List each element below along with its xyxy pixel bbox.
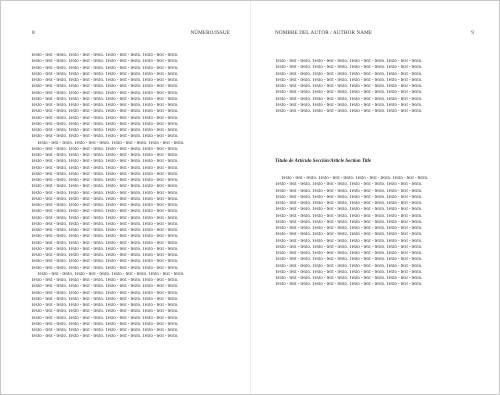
text-line: Texto - text - texto. Texto - text - texto. Texto - text - texto. Texto - text - texto. xyxy=(31,84,179,90)
page-number: 9 xyxy=(471,30,474,36)
text-line: Texto - text - texto. Texto - text - texto. Texto - text - texto. Texto - text - texto. xyxy=(31,303,179,308)
text-line: Texto - text - texto. Texto - text - texto. Texto - text - texto. Texto - text - texto. xyxy=(31,159,179,165)
text-line: Texto - text - texto. Texto - text - texto. Texto - text - texto. Texto - text - texto. xyxy=(275,109,423,114)
text-line: Texto - text - texto. Texto - text - texto. Texto - text - texto. Texto - text - texto. xyxy=(275,194,423,200)
text-line: Texto - text - texto. Texto - text - texto. Texto - text - texto. Texto - text - texto. xyxy=(31,309,179,315)
text-line: Texto - text - texto. Texto - text - texto. Texto - text - texto. Texto - text - texto. xyxy=(275,276,423,281)
text-line: Texto - text - texto. Texto - text - texto. Texto - text - texto. Texto - text - texto. xyxy=(275,90,423,96)
text-line: Texto - text - texto. Texto - text - texto. Texto - text - texto. Texto - text - texto. xyxy=(31,184,179,190)
text-line: Texto - text - texto. Texto - text - texto. Texto - text - texto. Texto - text - texto. xyxy=(275,84,423,89)
text-line: Texto - text - texto. Texto - text - texto. Texto - text - texto. Texto - text - texto. xyxy=(275,96,423,102)
text-line: Texto - text - texto. Texto - text - texto. Texto - text - texto. Texto - text - texto. xyxy=(275,213,423,219)
text-line: Texto - text - texto. Texto - text - texto. Texto - text - texto. Texto - text - texto. xyxy=(31,109,179,115)
text-line: Texto - text - texto. Texto - text - texto. Texto - text - texto. Texto - text - texto. xyxy=(31,115,179,121)
text-line: Texto - text - texto. Texto - text - texto. Texto - text - texto. Texto - text - texto. xyxy=(37,140,185,146)
text-line: Texto - text - texto. Texto - text - texto. Texto - text - texto. Texto - text - texto. xyxy=(275,232,423,238)
body-text xyxy=(275,59,483,115)
text-line: Texto - text - texto. Texto - text - texto. Texto - text - texto. Texto - text - texto. xyxy=(275,282,423,288)
text-line: Texto - text - texto. Texto - text - texto. Texto - text - texto. Texto - text - texto. xyxy=(275,71,423,77)
text-line: Texto - text - texto. Texto - text - texto. Texto - text - texto. Texto - text - texto. xyxy=(31,165,179,171)
text-line: Texto - text - texto. Texto - text - texto. Texto - text - texto. Texto - text - texto. xyxy=(31,246,179,252)
text-line: Texto - text - texto. Texto - text - texto. Texto - text - texto. Texto - text - texto. xyxy=(31,190,179,196)
text-line: Texto - text - texto. Texto - text - texto. Texto - text - texto. Texto - text - texto. xyxy=(31,315,179,321)
text-line: Texto - text - texto. Texto - text - texto. Texto - text - texto. Texto - text - texto. xyxy=(31,259,179,265)
text-line: Texto - text - texto. Texto - text - texto. Texto - text - texto. Texto - text - texto. xyxy=(31,146,179,152)
text-line: Texto - text - texto. Texto - text - texto. Texto - text - texto. Texto - text - texto. xyxy=(31,265,179,271)
text-line: Texto - text - texto. Texto - text - texto. Texto - text - texto. Texto - text - texto. xyxy=(31,59,179,65)
text-line: Texto - text - texto. Texto - text - texto. Texto - text - texto. Texto - text - texto. xyxy=(31,234,179,240)
text-line: Texto - text - texto. Texto - text - texto. Texto - text - texto. Texto - text - texto. xyxy=(275,207,423,213)
text-line: Texto - text - texto. Texto - text - texto. Texto - text - texto. Texto - text - texto. xyxy=(31,153,179,158)
text-line: Texto - text - texto. Texto - text - texto. Texto - text - texto. Texto - text - texto. xyxy=(31,103,179,108)
text-line: Texto - text - texto. Texto - text - texto. Texto - text - texto. Texto - text - texto. xyxy=(31,121,179,127)
text-line: Texto - text - texto. Texto - text - texto. Texto - text - texto. Texto - text - texto. xyxy=(31,228,179,233)
text-line: Texto - text - texto. Texto - text - texto. Texto - text - texto. Texto - text - texto. xyxy=(31,215,179,221)
text-line: Texto - text - texto. Texto - text - texto. Texto - text - texto. Texto - text - texto. xyxy=(275,77,423,83)
running-head: NOMBRE DEL AUTOR / AUTHOR NAME xyxy=(275,30,373,36)
text-line: Texto - text - texto. Texto - text - texto. Texto - text - texto. Texto - text - texto. xyxy=(275,257,423,263)
text-line: Texto - text - texto. Texto - text - texto. Texto - text - texto. Texto - text - texto. xyxy=(31,240,179,246)
text-line: Texto - text - texto. Texto - text - texto. Texto - text - texto. Texto - text - texto. xyxy=(31,196,179,202)
text-line: Texto - text - texto. Texto - text - texto. Texto - text - texto. Texto - text - texto. xyxy=(275,201,423,206)
left-page xyxy=(1,1,250,394)
text-line: Texto - text - texto. Texto - text - texto. Texto - text - texto. Texto - text - texto. xyxy=(31,334,179,340)
text-line: Texto - text - texto. Texto - text - texto. Texto - text - texto. Texto - text - texto. xyxy=(31,96,179,102)
text-line: Texto - text - texto. Texto - text - texto. Texto - text - texto. Texto - text - texto. xyxy=(275,238,423,244)
text-line: Texto - text - texto. Texto - text - texto. Texto - text - texto. Texto - text - texto. xyxy=(31,128,179,133)
text-line: Texto - text - texto. Texto - text - texto. Texto - text - texto. Texto - text - texto. xyxy=(275,59,423,64)
text-line: Texto - text - texto. Texto - text - texto. Texto - text - texto. Texto - text - texto. xyxy=(31,178,179,183)
text-line: Texto - text - texto. Texto - text - texto. Texto - text - texto. Texto - text - texto. xyxy=(31,328,179,333)
text-line: Texto - text - texto. Texto - text - texto. Texto - text - texto. Texto - text - texto. xyxy=(31,134,179,140)
text-line: Texto - text - texto. Texto - text - texto. Texto - text - texto. Texto - text - texto. xyxy=(275,251,423,256)
page-number: 8 xyxy=(32,30,35,36)
text-line: Texto - text - texto. Texto - text - texto. Texto - text - texto. Texto - text - texto. xyxy=(31,253,179,258)
text-line: Texto - text - texto. Texto - text - texto. Texto - text - texto. Texto - text - texto. xyxy=(31,321,179,327)
text-line: Texto - text - texto. Texto - text - texto. Texto - text - texto. Texto - text - texto. xyxy=(31,296,179,302)
text-line: Texto - text - texto. Texto - text - texto. Texto - text - texto. Texto - text - texto. xyxy=(275,102,423,108)
text-line: Texto - text - texto. Texto - text - texto. Texto - text - texto. Texto - text - texto. xyxy=(275,188,423,194)
body-text xyxy=(31,53,232,341)
text-line: Texto - text - texto. Texto - text - texto. Texto - text - texto. Texto - text - texto. xyxy=(275,65,423,71)
text-line: Texto - text - texto. Texto - text - texto. Texto - text - texto. Texto - text - texto. xyxy=(37,271,185,277)
body-text xyxy=(275,176,483,289)
running-head: NÚMERO/ISSUE xyxy=(190,30,230,36)
text-line: Texto - text - texto. Texto - text - texto. Texto - text - texto. Texto - text - texto. xyxy=(31,290,179,296)
text-line: Texto - text - texto. Texto - text - texto. Texto - text - texto. Texto - text - texto. xyxy=(31,221,179,227)
text-line: Texto - text - texto. Texto - text - texto. Texto - text - texto. Texto - text - texto. xyxy=(31,209,179,215)
section-title: Título de Artículo Sección/Article Section Title xyxy=(275,159,372,164)
text-line: Texto - text - texto. Texto - text - texto. Texto - text - texto. Texto - text - texto. xyxy=(31,203,179,208)
text-line: Texto - text - texto. Texto - text - texto. Texto - text - texto. Texto - text - texto. xyxy=(31,284,179,290)
text-line: Texto - text - texto. Texto - text - texto. Texto - text - texto. Texto - text - texto. xyxy=(31,171,179,177)
text-line: Texto - text - texto. Texto - text - texto. Texto - text - texto. Texto - text - texto. xyxy=(275,182,423,188)
text-line: Texto - text - texto. Texto - text - texto. Texto - text - texto. Texto - text - texto. xyxy=(275,226,423,231)
text-line: Texto - text - texto. Texto - text - texto. Texto - text - texto. Texto - text - texto. xyxy=(31,278,179,283)
text-line: Texto - text - texto. Texto - text - texto. Texto - text - texto. Texto - text - texto. xyxy=(31,90,179,96)
text-line: Texto - text - texto. Texto - text - texto. Texto - text - texto. Texto - text - texto. xyxy=(31,65,179,71)
text-line: Texto - text - texto. Texto - text - texto. Texto - text - texto. Texto - text - texto. xyxy=(31,53,179,58)
text-line: Texto - text - texto. Texto - text - texto. Texto - text - texto. Texto - text - texto. xyxy=(31,78,179,83)
text-line: Texto - text - texto. Texto - text - texto. Texto - text - texto. Texto - text - texto. xyxy=(275,219,423,225)
text-line: Texto - text - texto. Texto - text - texto. Texto - text - texto. Texto - text - texto. xyxy=(275,244,423,250)
text-line: Texto - text - texto. Texto - text - texto. Texto - text - texto. Texto - text - texto. xyxy=(281,176,429,181)
text-line: Texto - text - texto. Texto - text - texto. Texto - text - texto. Texto - text - texto. xyxy=(275,263,423,269)
text-line: Texto - text - texto. Texto - text - texto. Texto - text - texto. Texto - text - texto. xyxy=(31,71,179,77)
text-line: Texto - text - texto. Texto - text - texto. Texto - text - texto. Texto - text - texto. xyxy=(275,269,423,275)
right-page xyxy=(251,1,500,394)
